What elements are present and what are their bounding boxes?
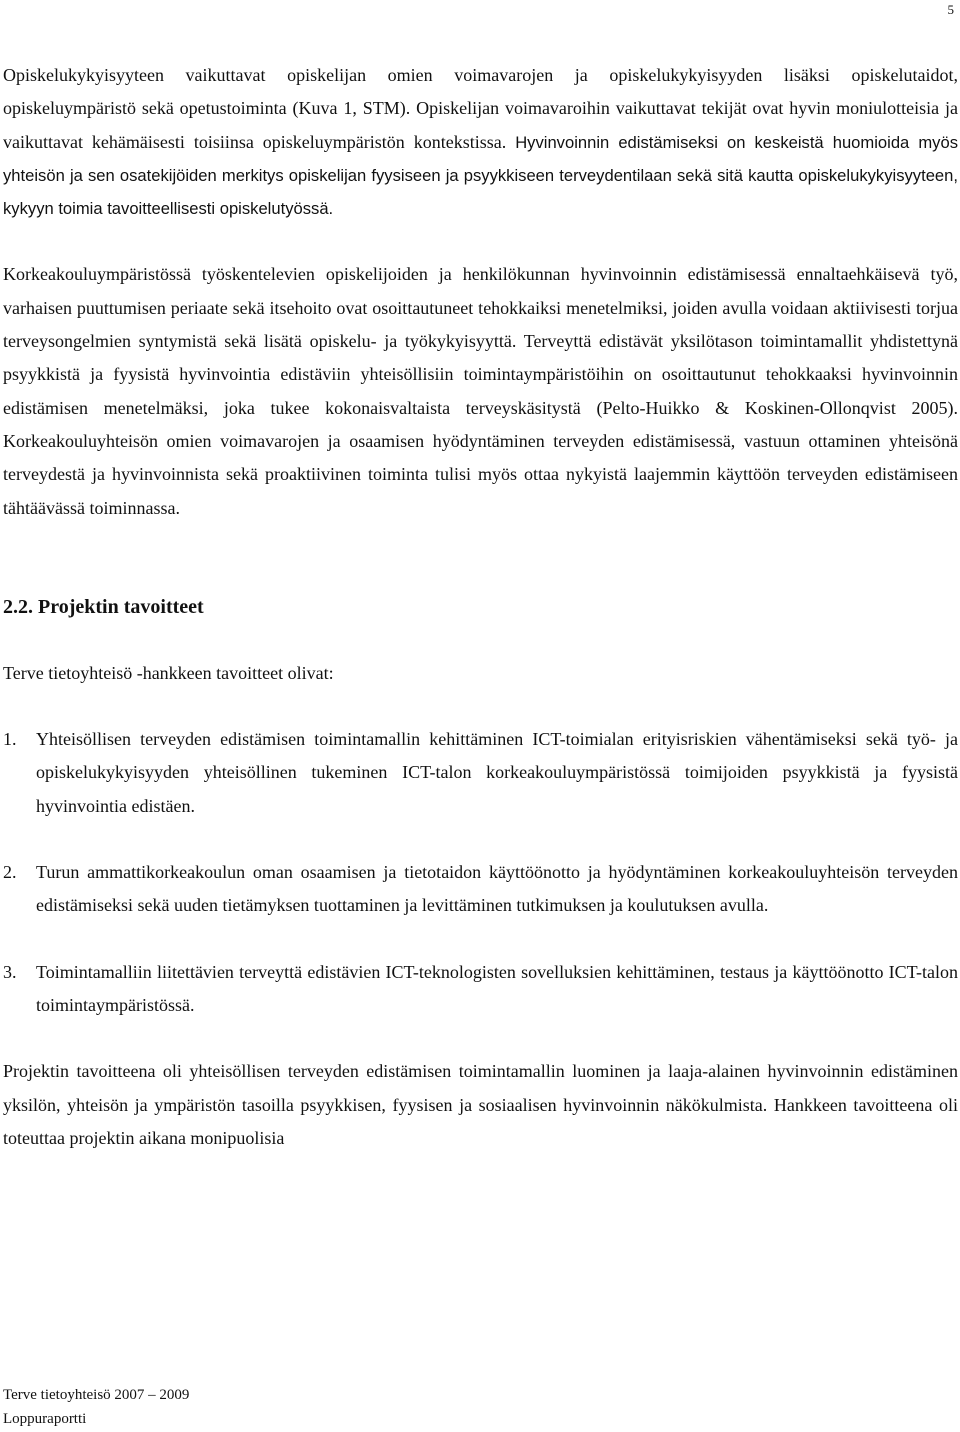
goal-text: Turun ammattikorkeakoulun oman osaamisen ja tietotaidon käyttöönotto ja hyödyntäminen korkeakouluyhteisön terveyden edistämiseksi sekä uuden tietämyksen tuottaminen ja levittäminen tutkimuksen ja koulutuksen avulla. xyxy=(36,862,958,916)
spacer xyxy=(3,525,958,591)
spacer xyxy=(3,690,958,723)
page-number: 5 xyxy=(947,2,954,17)
footer-project-title: Terve tietoyhteisö 2007 – 2009 xyxy=(3,1387,190,1403)
spacer xyxy=(3,624,958,657)
goal-text: Toimintamalliin liitettävien terveyttä edistävien ICT-teknologisten sovelluksien kehittäminen, testaus ja käyttöönotto ICT-talon toimintaympäristössä. xyxy=(36,961,958,1015)
goals-intro: Terve tietoyhteisö -hankkeen tavoitteet olivat: xyxy=(3,662,334,683)
section-heading: 2.2. Projektin tavoitteet xyxy=(3,595,204,618)
goal-number: 3. xyxy=(3,961,17,982)
goal-number: 1. xyxy=(3,729,17,750)
spacer xyxy=(3,225,958,258)
paragraph-wellbeing: Korkeakouluympäristössä työskentelevien opiskelijoiden ja henkilökunnan hyvinvoinnin edistämisessä ennaltaehkäisevä työ, varhaisen puuttumisen periaate sekä itsehoito ovat osoittautuneet tehokkaiksi menetelmiksi, joiden avulla voidaan aktiivisesti torjua terveysongelmien syntymistä sekä lisätä opiskelu- ja työkykyisyyttä. Terveyttä edistävät yksilötason toimintamallit yhdistettynä psyykkistä ja fyysistä hyvinvointia edistäviin yhteisöllisiin toimintaympäristöihin on osoittautunut tehokkaaksi hyvinvoinnin edistämisen menetelmäksi, joka tukee kokonaisvaltaista terveyskäsitystä (Pelto-Huikko & Koskinen-Ollonqvist 2005). Korkeakouluyhteisön omien voimavarojen ja osaamisen hyödyntäminen terveyden edistämisessä, vastuun ottaminen yhteisönä terveydestä ja hyvinvoinnista sekä proaktiivinen toiminta tulisi myös ottaa nykyistä laajemmin käyttöön terveyden edistämiseen tähtäävässä toiminnassa. xyxy=(3,264,958,518)
spacer xyxy=(3,1022,958,1055)
goal-item xyxy=(3,856,958,923)
paragraph-closing: Projektin tavoitteena oli yhteisöllisen terveyden edistämisen toimintamallin luominen ja laaja-alainen hyvinvoinnin edistäminen yksilön, yhteisön ja ympäristön tasoilla psyykkisen, fyysisen ja sosiaalisen hyvinvoinnin näkökulmista. Hankkeen tavoitteena oli toteuttaa projektin aikana monipuolisia xyxy=(3,1061,958,1148)
goal-item xyxy=(3,723,958,823)
goal-item xyxy=(3,956,958,1023)
page-footer xyxy=(3,1383,189,1431)
paragraph-intro-sans-text: Hyvinvoinnin edistämiseksi on keskeistä huomioida myös yhteisön ja sen osatekijöiden merkitys opiskelijan fyysiseen ja psyykkiseen terveydentilaan sekä sitä kautta opiskelukykyisyyteen, kykyyn toimia tavoitteellisesti opiskelutyössä. xyxy=(3,132,958,219)
paragraph-intro-text: Opiskelukykyisyyteen vaikuttavat opiskelijan omien voimavarojen ja opiskelukykyisyyden lisäksi opiskelutaidot, opiskeluympäristö sekä opetustoiminta (Kuva 1, STM). Opiskelijan voimavaroihin vaikuttavat tekijät ovat hyvin moniulotteisia ja vaikuttavat kehämäisesti toisiinsa opiskeluympäristön kontekstissa. xyxy=(3,65,958,152)
spacer xyxy=(3,923,958,956)
spacer xyxy=(3,823,958,856)
goal-number: 2. xyxy=(3,862,17,883)
goal-text: Yhteisöllisen terveyden edistämisen toimintamallin kehittäminen ICT-toimialan erityisriskien vähentämiseksi sekä työ- ja opiskelukykyisyyden yhteisöllinen tukeminen ICT-talon korkeakouluympäristössä toimijoiden psyykkistä ja fyysistä hyvinvointia edistäen. xyxy=(36,729,958,816)
paragraph-intro xyxy=(3,59,958,225)
footer-report-type: Loppuraportti xyxy=(3,1411,87,1427)
document-body xyxy=(3,59,958,1155)
